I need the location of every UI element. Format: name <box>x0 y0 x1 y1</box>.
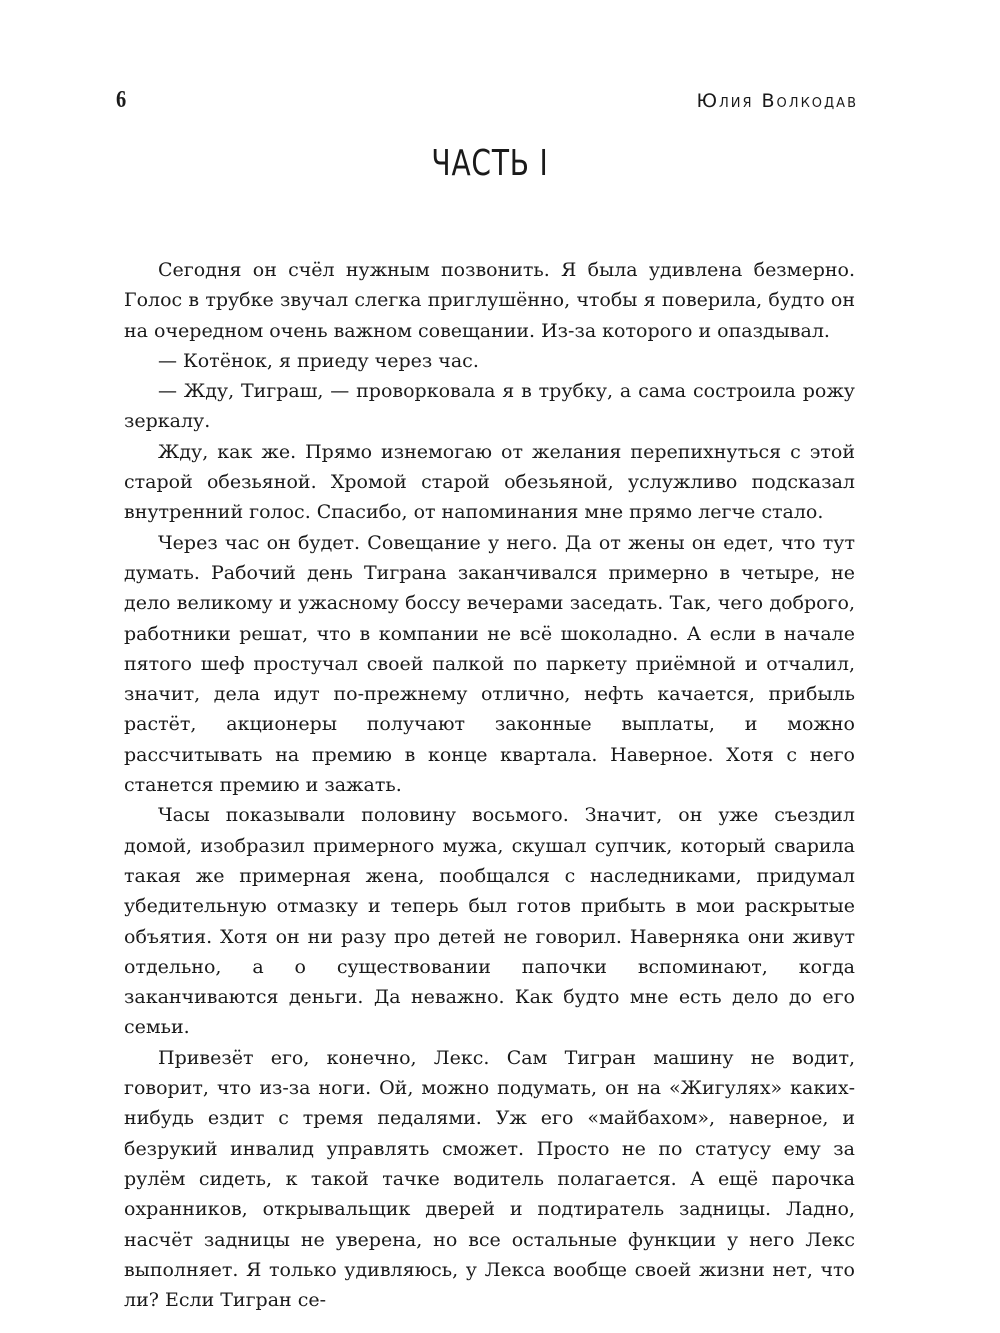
paragraph: Часы показывали половину восьмого. Значит, он уже съездил домой, изобразил примерного мужа, скушал супчик, который сварила такая же примерная жена, пообщался с наследниками, придумал убедительную отмазку и теперь был готов прибыть в мои раскрытые объятия. Хотя он ни разу про детей не говорил. Наверняка они живут отдельно, а о существовании папочки вспоминают, когда заканчиваются деньги. Да неважно. Как будто мне есть дело до его семьи. <box>124 804 855 1039</box>
paragraph: Привезёт его, конечно, Лекс. Сам Тигран машину не водит, говорит, что из-за ноги. Ой, можно подумать, он на «Жигулях» каких-нибудь ездит с тремя педалями. Уж его «майбахом», наверное, и безрукий инвалид управлять сможет. Просто не по статусу ему за рулём сидеть, к такой тачке водитель полагается. А ещё парочка охранников, открывальщик дверей и подтиратель задницы. Ладно, насчёт задницы не уверена, но все остальные функции у него Лекс выполняет. Я только удивляюсь, у Лекса вообще своей жизни нет, что ли? Если Тигран се- <box>124 1046 855 1312</box>
paragraph: Жду, как же. Прямо изнемогаю от желания перепихнуться с этой старой обезьяной. Хромой старой обезьяной, услужливо подсказал внутренний голос. Спасибо, от напоминания мне прямо легче стало. <box>124 440 855 524</box>
paragraph: Сегодня он счёл нужным позвонить. Я была удивлена безмерно. Голос в трубке звучал слегка приглушённо, чтобы я поверила, будто он на очередном очень важном совещании. Из-за которого и опаздывал. <box>124 259 855 342</box>
running-head-author: Юлия Волкодав <box>696 90 858 112</box>
page-number: 6 <box>116 87 127 113</box>
chapter-title: ЧАСТЬ I <box>431 143 549 184</box>
paragraph: — Котёнок, я приеду через час. <box>158 349 479 372</box>
paragraph: Через час он будет. Совещание у него. Да от жены он едет, что тут думать. Рабочий день Тиграна заканчивался примерно в четыре, не дело великому и ужасному боссу вечерами заседать. Так, чего доброго, работники решат, что в компании не всё шоколадно. А если в начале пятого шеф простучал своей палкой по паркету приёмной и отчалил, значит, дела идут по-прежнему отлично, нефть качается, прибыль растёт, акционеры получают законные выплаты, и можно рассчитывать на премию в конце квартала. Наверное. Хотя с него станется премию и зажать. <box>124 531 855 797</box>
body-text <box>124 255 855 1315</box>
paragraph: — Жду, Тиграш, — проворковала я в трубку, а сама состроила рожу зеркалу. <box>124 380 855 433</box>
